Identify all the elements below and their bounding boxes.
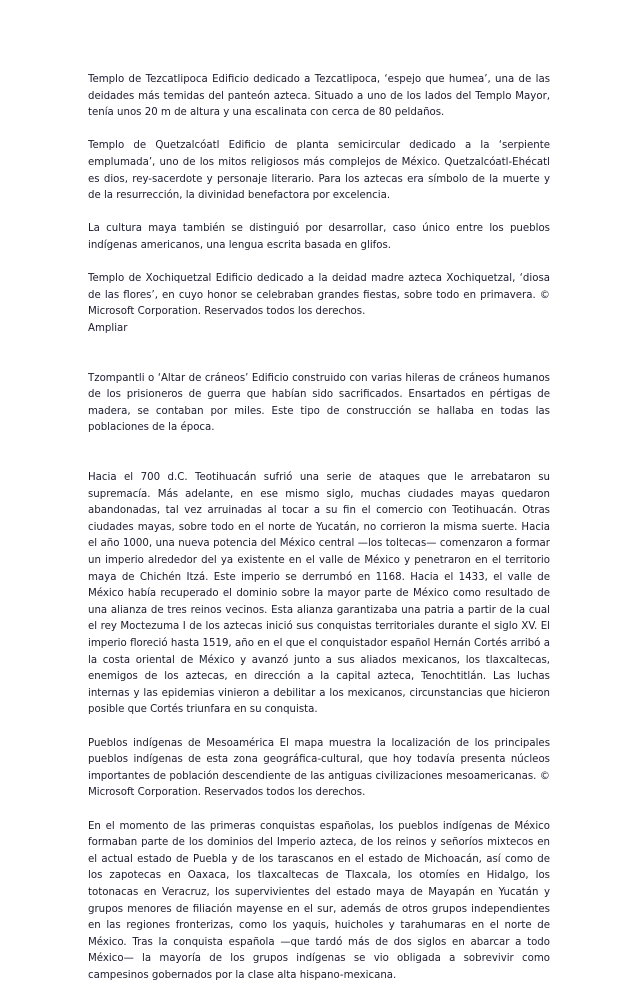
document-body (88, 72, 550, 1001)
paragraph-tzompantli: Tzompantli o ‘Altar de cráneos’ Edificio construido con varias hileras de cráneos humanos de los prisioneros de guerra que habían sido sacrificados. Ensartados en pértigas de madera, se contaban por miles. Este tipo de construcción se hallaba en todas las poblaciones de la época. (88, 372, 550, 434)
paragraph-templo-xochiquetzal: Templo de Xochiquetzal Edificio dedicado a la deidad madre azteca Xochiquetzal, ‘diosa de las flores’, en cuyo honor se celebraban grandes fiestas, sobre todo en primavera. © Microsoft Corporation. Reservados todos los derechos. (88, 273, 550, 318)
paragraph-pueblos-indigenas-mapa: Pueblos indígenas de Mesoamérica El mapa muestra la localización de los principales pueblos indígenas de esta zona geográfica-cultural, que hoy todavía presenta núcleos importantes de población descendiente de las antiguas civilizaciones mesoamericanas. © Microsoft Corporation. Reservados todos los derechos. (88, 737, 550, 799)
paragraph-templo-tezcatlipoca: Templo de Tezcatlipoca Edificio dedicado a Tezcatlipoca, ‘espejo que humea’, una de las deidades más temidas del panteón azteca. Situado a uno de los lados del Templo Mayor, tenía unos 20 m de altura y una escalinata con cerca de 80 peldaños. (88, 74, 550, 119)
ampliar-link[interactable]: Ampliar (88, 322, 128, 334)
paragraph-historia-teotihuacan: Hacia el 700 d.C. Teotihuacán sufrió una serie de ataques que le arrebataron su supremacía. Más adelante, en ese mismo siglo, muchas ciudades mayas quedaron abandonadas, tal vez arruinadas al tocar a su fin el comercio con Teotihuacán. Otras ciudades mayas, sobre todo en el norte de Yucatán, no corrieron la misma suerte. Hacia el año 1000, una nueva potencia del México central —los toltecas— comenzaron a formar un imperio alrededor del ya existente en el valle de México y penetraron en el territorio maya de Chichén Itzá. Este imperio se derrumbó en 1168. Hacia el 1433, el valle de México había recuperado el dominio sobre la mayor parte de México como resultado de una alianza de tres reinos vecinos. Esta alianza garantizaba una patria a partir de la cual el rey Moctezuma I de los aztecas inició sus conquistas territoriales durante el siglo XV. El imperio floreció hasta 1519, año en el que el conquistador español Hernán Cortés arribó a la costa oriental de México y avanzó junto a sus aliados mexicanos, los tlaxcaltecas, enemigos de los aztecas, en dirección a la capital azteca, Tenochtitlán. Las luchas internas y las epidemias vinieron a debilitar a los mexicanos, circunstancias que hicieron posible que Cortés triunfara en su conquista. (88, 472, 550, 716)
spacer (88, 338, 550, 371)
paragraph-cultura-maya: La cultura maya también se distinguió por desarrollar, caso único entre los pueblos indígenas americanos, una lengua escrita basada en glifos. (88, 223, 550, 251)
paragraph-conquista-pueblos: En el momento de las primeras conquistas españolas, los pueblos indígenas de México formaban parte de los dominios del Imperio azteca, de los reinos y señoríos mixtecos en el actual estado de Puebla y de los tarascanos en el estado de Michoacán, así como de los zapotecas en Oaxaca, los tlaxcaltecas de Tlaxcala, los otomíes en Hidalgo, los totonacas en Veracruz, los supervivientes del estado maya de Mayapán en Yucatán y grupos menores de filiación mayense en el sur, además de otros grupos independientes en las regiones fronterizas, como los yaquis, huicholes y tarahumaras en el norte de México. Tras la conquista española —que tardó más de dos siglos en abarcar a todo México— la mayoría de los grupos indígenas se vio obligada a sobrevivir como campesinos gobernados por la clase alta hispano-mexicana. (88, 820, 550, 981)
paragraph-templo-quetzalcoatl: Templo de Quetzalcóatl Edificio de planta semicircular dedicado a la ‘serpiente emplumada’, uno de los mitos religiosos más complejos de México. Quetzalcóatl-Ehécatl es dios, rey-sacerdote y personaje literario. Para los aztecas era símbolo de la muerte y de la resurrección, la divinidad benefactora por excelencia. (88, 140, 550, 202)
spacer (88, 453, 550, 470)
